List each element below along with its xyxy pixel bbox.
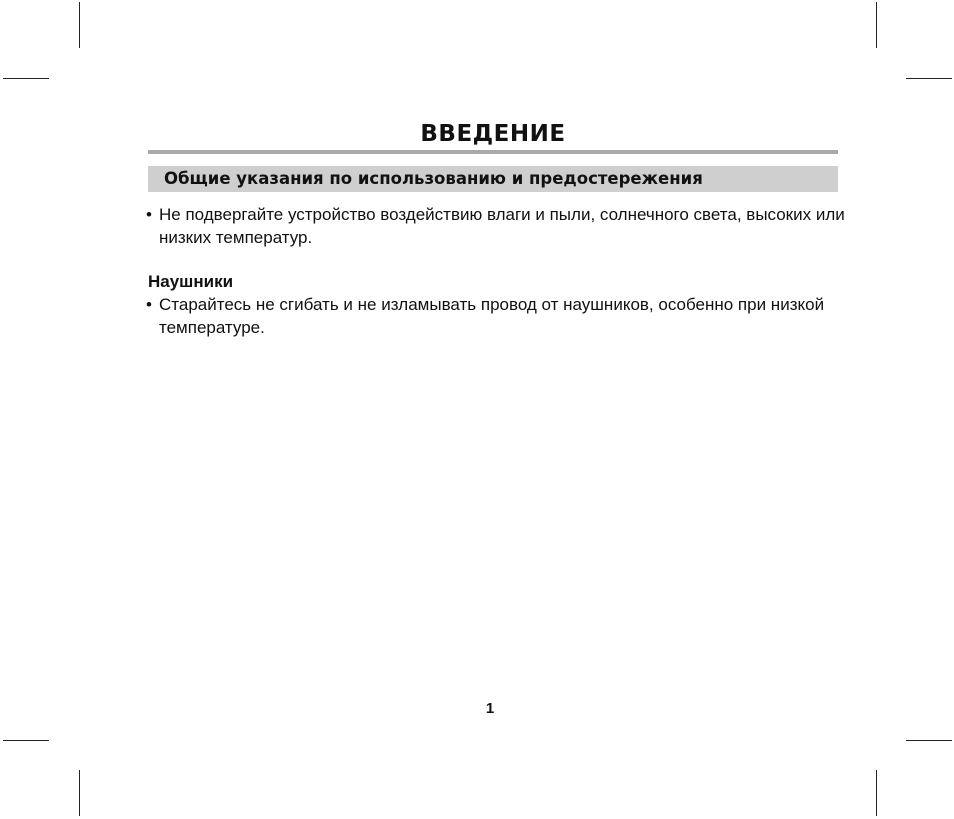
crop-mark-bottom-left-vertical <box>79 770 80 816</box>
bullet-text: Старайтесь не сгибать и не изламывать провод от наушников, особенно при низкой температуре. <box>159 295 825 337</box>
crop-mark-bottom-left-horizontal <box>3 740 49 741</box>
bullet-item-general <box>146 203 846 249</box>
bullet-symbol: • <box>146 205 152 224</box>
bullet-symbol: • <box>146 295 152 314</box>
bullet-text: Не подвергайте устройство воздействию влаги и пыли, солнечного света, высоких или низких температур. <box>159 205 845 247</box>
page-number: 1 <box>485 700 495 717</box>
bullet-item-headphones <box>146 293 846 339</box>
crop-mark-top-left-horizontal <box>3 78 49 79</box>
section-header-bar <box>148 166 838 192</box>
section-title: Общие указания по использованию и предостережения <box>164 169 703 188</box>
crop-mark-top-right-vertical <box>876 2 877 48</box>
crop-mark-bottom-right-horizontal <box>906 740 952 741</box>
crop-mark-top-right-horizontal <box>906 78 952 79</box>
crop-mark-top-left-vertical <box>79 2 80 48</box>
crop-mark-bottom-right-vertical <box>876 770 877 816</box>
page-title: ВВЕДЕНИЕ <box>420 121 566 147</box>
subheading-headphones: Наушники <box>148 272 234 291</box>
title-underline-rule <box>148 150 838 154</box>
